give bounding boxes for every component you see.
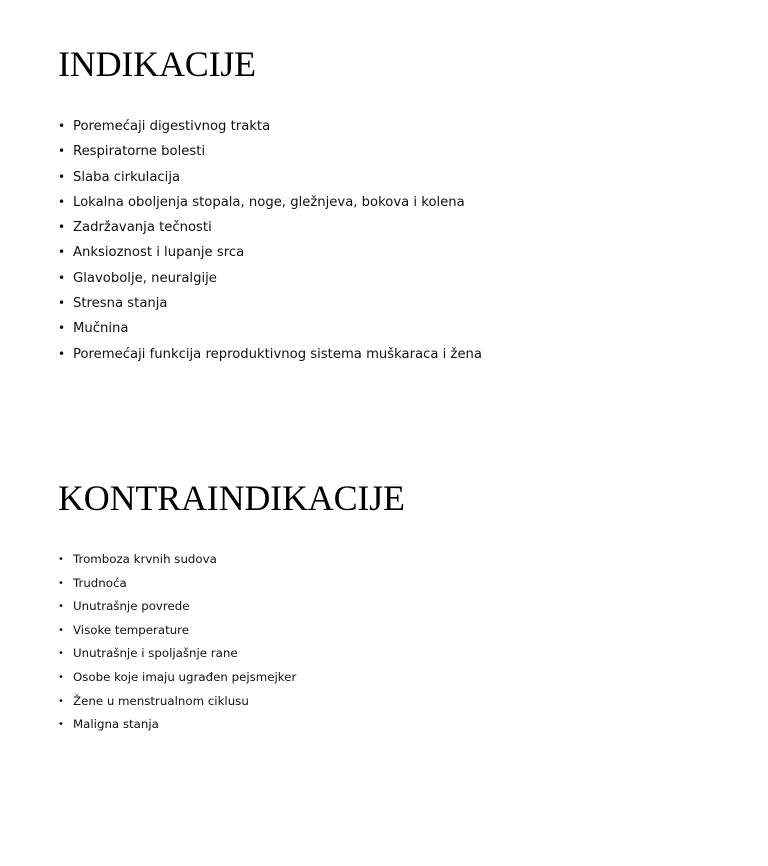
list-item — [58, 190, 738, 215]
list-item-text: Maligna stanja — [73, 717, 159, 732]
list-item-text: Tromboza krvnih sudova — [73, 552, 217, 566]
list-item-text: Slaba cirkulacija — [73, 169, 181, 185]
bullet-icon: • — [58, 321, 66, 336]
list-item — [58, 316, 738, 341]
indications-title: INDIKACIJE — [58, 44, 256, 84]
list-item-text: Žene u menstrualnom ciklusu — [73, 693, 249, 708]
bullet-icon: • — [58, 169, 66, 184]
list-item — [58, 548, 738, 572]
bullet-icon: • — [58, 245, 66, 260]
list-item — [58, 114, 738, 139]
contraindications-title: KONTRAINDIKACIJE — [58, 478, 405, 518]
indications-section — [58, 40, 738, 367]
list-item — [58, 595, 738, 619]
list-item — [58, 642, 738, 666]
list-item-text: Unutrašnje i spoljašnje rane — [73, 646, 238, 661]
bullet-icon: • — [58, 346, 66, 361]
list-item — [58, 619, 738, 643]
list-item-text: Respiratorne bolesti — [73, 144, 206, 160]
contraindications-list — [58, 548, 738, 737]
bullet-icon: • — [58, 719, 64, 731]
list-item — [58, 690, 738, 714]
list-item-text: Stresna stanja — [73, 296, 168, 312]
bullet-icon: • — [58, 144, 66, 159]
bullet-icon: • — [58, 671, 64, 683]
bullet-icon: • — [58, 194, 66, 209]
indications-list — [58, 114, 738, 367]
list-item — [58, 342, 738, 367]
list-item — [58, 215, 738, 240]
list-item-text: Osobe koje imaju ugrađen pejsmejker — [73, 669, 297, 684]
list-item-text: Poremećaji digestivnog trakta — [73, 119, 271, 134]
list-item-text: Zadržavanja tečnosti — [73, 220, 212, 236]
bullet-icon: • — [58, 648, 64, 660]
list-item — [58, 291, 738, 316]
list-item — [58, 266, 738, 291]
bullet-icon: • — [58, 220, 66, 235]
bullet-icon: • — [58, 270, 66, 285]
list-item — [58, 139, 738, 164]
list-item — [58, 165, 738, 190]
list-item-text: Trudnoća — [73, 575, 127, 590]
list-item-text: Mučnina — [73, 321, 129, 337]
list-item-text: Anksioznost i lupanje srca — [73, 245, 245, 261]
bullet-icon: • — [58, 695, 64, 707]
list-item — [58, 240, 738, 265]
list-item — [58, 572, 738, 596]
bullet-icon: • — [58, 119, 66, 133]
list-item-text: Glavobolje, neuralgije — [73, 270, 217, 286]
list-item — [58, 666, 738, 690]
list-item-text: Poremećaji funkcija reproduktivnog sistema muškaraca i žena — [73, 346, 482, 362]
list-item — [58, 713, 738, 737]
contraindications-section — [58, 474, 738, 737]
list-item-text: Visoke temperature — [73, 622, 190, 637]
bullet-icon: • — [58, 624, 64, 636]
list-item-text: Unutrašnje povrede — [73, 599, 190, 614]
bullet-icon: • — [58, 296, 66, 311]
bullet-icon: • — [58, 554, 64, 565]
list-item-text: Lokalna oboljenja stopala, noge, gležnjeva, bokova i kolena — [73, 194, 465, 210]
bullet-icon: • — [58, 577, 64, 589]
bullet-icon: • — [58, 601, 64, 613]
